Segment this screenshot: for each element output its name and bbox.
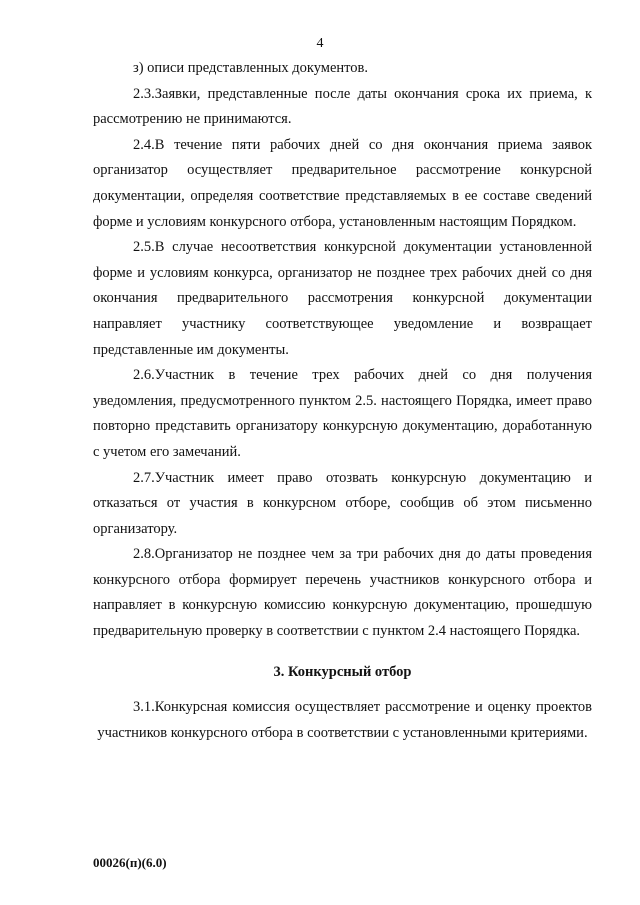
document-body — [93, 56, 592, 746]
paragraph-2-8: 2.8.Организатор не позднее чем за три рабочих дня до даты проведения конкурсного отбора формирует перечень участников конкурсного отбора и направляет в конкурсную комиссию конкурсную документацию, прошедшую предварительную проверку в соответствии с пунктом 2.4 настоящего Порядка. — [93, 546, 592, 640]
paragraph-2-5: 2.5.В случае несоответствия конкурсной документации установленной форме и условиям конкурса, организатор не позднее трех рабочих дней со дня окончания предварительного рассмотрения конкурсной документации направляет участнику соответствующее уведомление и возвращает представленные им документы. — [93, 239, 592, 358]
paragraph-2-6: 2.6.Участник в течение трех рабочих дней со дня получения уведомления, предусмотренного пунктом 2.5. настоящего Порядка, имеет право повторно представить организатору конкурсную документацию, доработанную с учетом его замечаний. — [93, 367, 592, 460]
document-code: 00026(п)(6.0) — [93, 855, 167, 870]
page-number: 4 — [316, 36, 324, 51]
paragraph-3-1: 3.1.Конкурсная комиссия осуществляет рассмотрение и оценку проектов участников конкурсного отбора в соответствии с установленными критериями. — [97, 699, 592, 741]
paragraph-2-7: 2.7.Участник имеет право отозвать конкурсную документацию и отказаться от участия в конкурсном отборе, сообщив об этом письменно организатору. — [93, 469, 592, 537]
paragraph-item-z: з) описи представленных документов. — [133, 60, 369, 76]
section-heading: 3. Конкурсный отбор — [273, 663, 412, 680]
paragraph-2-4: 2.4.В течение пяти рабочих дней со дня окончания приема заявок организатор осуществляет предварительное рассмотрение конкурсной документации, определяя соответствие представляемых в ее составе сведений форме и условиям конкурсного отбора, установленным настоящим Порядком. — [93, 136, 592, 230]
paragraph-2-3: 2.3.Заявки, представленные после даты окончания срока их приема, к рассмотрению не принимаются. — [93, 85, 592, 128]
